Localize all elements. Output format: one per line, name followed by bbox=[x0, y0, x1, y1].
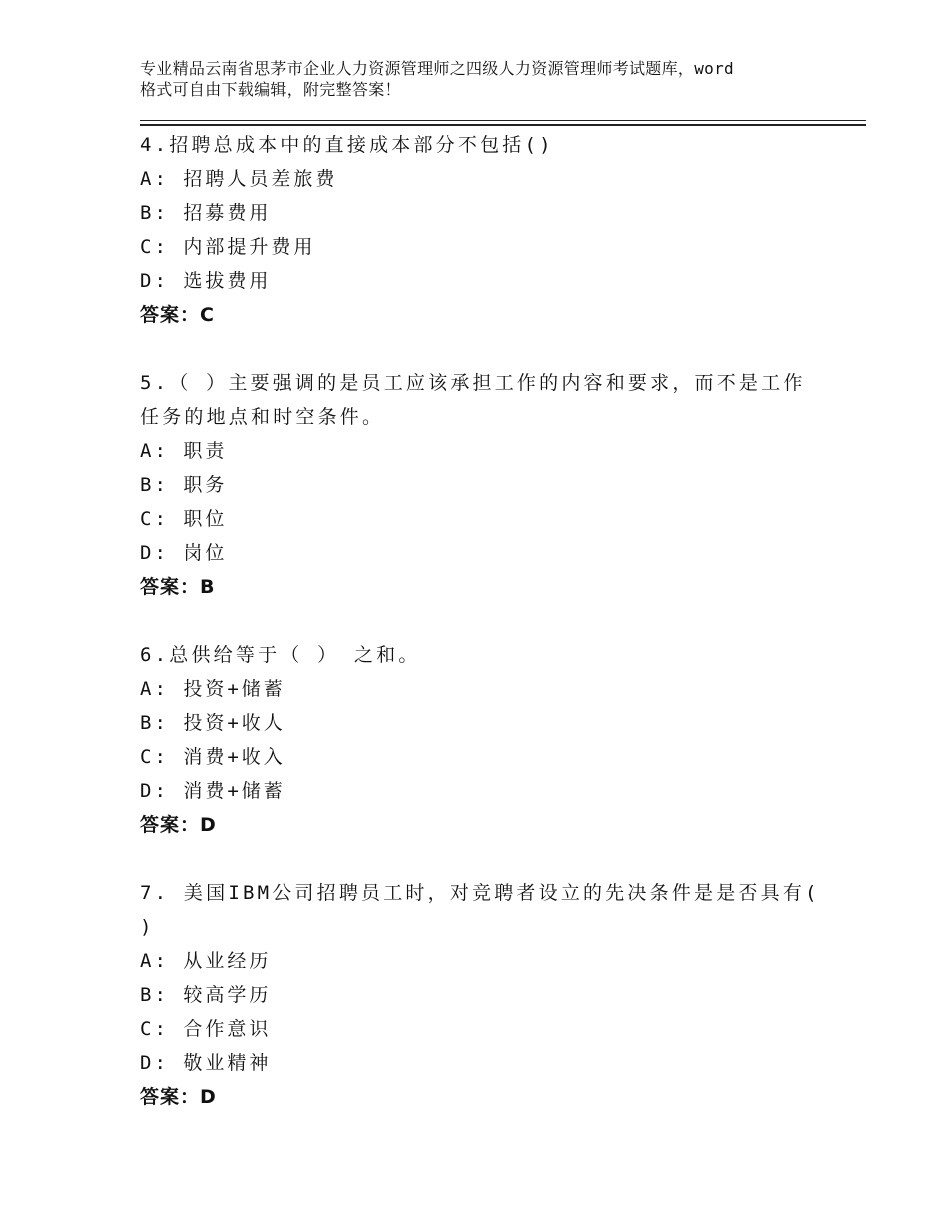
option-b: B: 职务 bbox=[140, 474, 228, 496]
question-spacer bbox=[140, 604, 820, 638]
option-a: A: 投资+储蓄 bbox=[140, 678, 286, 700]
option-c: C: 职位 bbox=[140, 508, 228, 530]
question-4 bbox=[140, 128, 820, 332]
option-a: A: 从业经历 bbox=[140, 950, 272, 972]
question-spacer bbox=[140, 332, 820, 366]
question-stem: 7. 美国IBM公司招聘员工时，对竞聘者设立的先决条件是是否具有( ) bbox=[140, 882, 820, 938]
option-d: D: 岗位 bbox=[140, 542, 228, 564]
option-d: D: 选拔费用 bbox=[140, 270, 272, 292]
option-c: C: 合作意识 bbox=[140, 1018, 272, 1040]
question-5 bbox=[140, 366, 820, 604]
question-stem: 5.（ ）主要强调的是员工应该承担工作的内容和要求，而不是工作任务的地点和时空条件。 bbox=[140, 372, 806, 428]
question-list bbox=[140, 128, 820, 1114]
option-d: D: 消费+储蓄 bbox=[140, 780, 286, 802]
answer-label: 答案：B bbox=[140, 576, 216, 598]
option-a: A: 招聘人员差旅费 bbox=[140, 168, 338, 190]
question-spacer bbox=[140, 842, 820, 876]
question-7 bbox=[140, 876, 820, 1114]
option-b: B: 较高学历 bbox=[140, 984, 272, 1006]
document-header bbox=[140, 58, 830, 100]
option-c: C: 消费+收入 bbox=[140, 746, 286, 768]
question-stem: 6.总供给等于（ ） 之和。 bbox=[140, 644, 421, 666]
answer-label: 答案：D bbox=[140, 1086, 217, 1108]
option-b: B: 投资+收人 bbox=[140, 712, 286, 734]
answer-label: 答案：D bbox=[140, 814, 217, 836]
header-divider-thin bbox=[140, 120, 866, 121]
option-b: B: 招募费用 bbox=[140, 202, 272, 224]
option-a: A: 职责 bbox=[140, 440, 228, 462]
header-divider-thick bbox=[140, 124, 866, 126]
option-d: D: 敬业精神 bbox=[140, 1052, 272, 1074]
option-c: C: 内部提升费用 bbox=[140, 236, 316, 258]
question-6 bbox=[140, 638, 820, 842]
header-line-1: 专业精品云南省思茅市企业人力资源管理师之四级人力资源管理师考试题库，word bbox=[140, 59, 734, 78]
header-line-2: 格式可自由下载编辑，附完整答案！ bbox=[140, 80, 401, 99]
question-stem: 4.招聘总成本中的直接成本部分不包括() bbox=[140, 134, 554, 156]
answer-label: 答案：C bbox=[140, 304, 215, 326]
